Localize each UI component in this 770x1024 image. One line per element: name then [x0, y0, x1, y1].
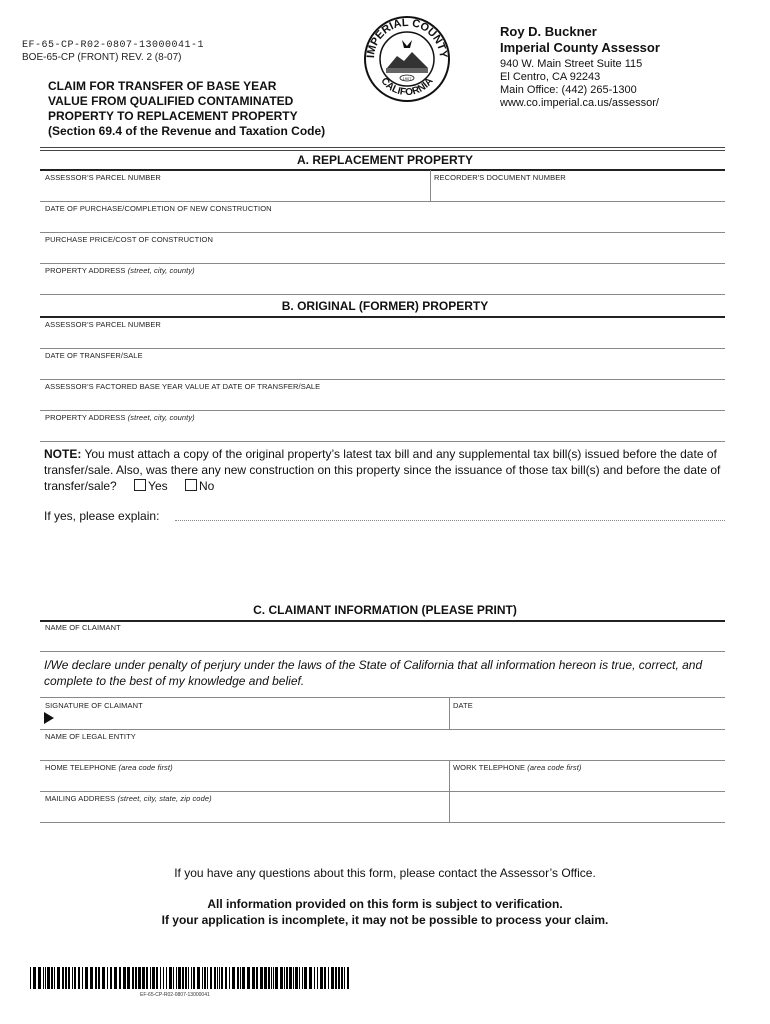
barcode-bar — [188, 967, 189, 989]
transfer-date-field[interactable] — [40, 359, 725, 378]
address-hint: (street, city, county) — [127, 266, 195, 275]
field-separator — [430, 170, 431, 201]
verification-notice — [0, 896, 770, 928]
form-title — [48, 79, 378, 139]
assessor-name: Roy D. Buckner — [500, 24, 597, 39]
section-a-title: A. REPLACEMENT PROPERTY — [296, 153, 473, 167]
field-rule — [40, 348, 725, 349]
barcode-bar — [72, 967, 73, 989]
signature-label: SIGNATURE OF CLAIMANT — [45, 701, 143, 710]
claimant-name-label: NAME OF CLAIMANT — [45, 623, 121, 632]
note-text: You must attach a copy of the original property’s latest tax bill and any supplemental tax bill(s) issued before the date of transfer/sale. Also, was there any new construction on this property since the issuance of those tax bill(s) and before the date of transfer/sale? — [44, 447, 721, 493]
transfer-date-label: DATE OF TRANSFER/SALE — [45, 351, 143, 360]
barcode-bar — [344, 967, 345, 989]
county-seal-logo — [362, 14, 452, 104]
barcode-bar — [221, 967, 223, 989]
field-rule — [40, 201, 725, 202]
no-label: No — [198, 479, 215, 493]
barcode-bar — [347, 967, 349, 989]
barcode-bar — [51, 967, 53, 989]
purchase-date-field[interactable] — [40, 212, 725, 231]
field-rule — [40, 441, 725, 442]
barcode-bar — [169, 967, 172, 989]
barcode-bar — [280, 967, 283, 989]
barcode-bar — [102, 967, 105, 989]
title-line-2: VALUE FROM QUALIFIED CONTAMINATED — [48, 94, 294, 108]
barcode-bar — [107, 967, 108, 989]
work-phone-field[interactable] — [451, 771, 725, 790]
barcode — [30, 967, 358, 989]
barcode-bar — [341, 967, 343, 989]
address-line-2: El Centro, CA 92243 — [500, 71, 601, 83]
barcode-bar — [273, 967, 274, 989]
barcode-bar — [317, 967, 318, 989]
barcode-bar — [314, 967, 315, 989]
work-phone-hint: (area code first) — [527, 763, 582, 772]
svg-text:IMPERIAL COUNTY — [365, 17, 449, 59]
explain-label: If yes, please explain: — [44, 509, 160, 523]
barcode-bar — [197, 967, 200, 989]
barcode-bar — [304, 967, 307, 989]
barcode-bar — [217, 967, 218, 989]
seal-year: 1907 — [402, 76, 412, 81]
barcode-bar — [142, 967, 145, 989]
field-rule — [40, 651, 725, 652]
note-label: NOTE: — [44, 447, 82, 461]
barcode-bar — [191, 967, 192, 989]
verification-text: All information provided on this form is subject to verification. — [207, 897, 563, 911]
no-checkbox[interactable] — [185, 479, 197, 491]
form-revision: BOE-65-CP (FRONT) REV. 2 (8-07) — [22, 52, 182, 63]
form-code: EF-65-CP-R02-0807-13000041-1 — [22, 40, 205, 51]
barcode-bar — [202, 967, 203, 989]
signature-field[interactable] — [58, 709, 448, 728]
barcode-bar — [110, 967, 112, 989]
replacement-address-label: PROPERTY ADDRESS (street, city, county) — [45, 266, 195, 275]
barcode-bar — [54, 967, 55, 989]
seal-bottom-text: CALIFORNIA — [378, 75, 436, 99]
field-rule — [40, 729, 725, 730]
website-link[interactable]: www.co.imperial.ca.us/assessor/ — [500, 97, 659, 109]
barcode-bar — [240, 967, 241, 989]
field-rule — [40, 294, 725, 295]
questions-text: If you have any questions about this form, please contact the Assessor’s Office. — [174, 866, 596, 880]
section-c-rule — [40, 620, 725, 622]
barcode-bar — [331, 967, 334, 989]
mailing-address-field[interactable] — [40, 802, 448, 821]
purchase-date-label: DATE OF PURCHASE/COMPLETION OF NEW CONSTRUCTION — [45, 204, 272, 213]
purchase-price-label: PURCHASE PRICE/COST OF CONSTRUCTION — [45, 235, 213, 244]
divider — [40, 150, 725, 151]
barcode-bar — [320, 967, 323, 989]
field-rule — [40, 232, 725, 233]
title-line-1: CLAIM FOR TRANSFER OF BASE YEAR — [48, 79, 277, 93]
barcode-bar — [284, 967, 285, 989]
barcode-bar — [173, 967, 174, 989]
barcode-bar — [138, 967, 141, 989]
field-rule — [40, 760, 725, 761]
barcode-bar — [237, 967, 239, 989]
barcode-bar — [275, 967, 278, 989]
barcode-bar — [286, 967, 288, 989]
barcode-bar — [219, 967, 220, 989]
barcode-bar — [30, 967, 31, 989]
field-rule — [40, 410, 725, 411]
field-rule — [40, 791, 725, 792]
barcode-bar — [85, 967, 88, 989]
barcode-bar — [302, 967, 303, 989]
barcode-bar — [45, 967, 46, 989]
note-paragraph — [44, 446, 728, 494]
barcode-bar — [214, 967, 216, 989]
barcode-bar — [160, 967, 161, 989]
barcode-bar — [132, 967, 134, 989]
barcode-bar — [242, 967, 245, 989]
assessor-block — [500, 24, 660, 110]
barcode-bar — [62, 967, 64, 989]
purchase-price-field[interactable] — [40, 243, 725, 262]
yes-checkbox[interactable] — [134, 479, 146, 491]
factored-value-field[interactable] — [40, 390, 725, 409]
barcode-bar — [82, 967, 83, 989]
barcode-bar — [114, 967, 117, 989]
mailing-address-hint: (street, city, state, zip code) — [117, 794, 212, 803]
date-field[interactable] — [451, 709, 725, 728]
barcode-bar — [289, 967, 292, 989]
barcode-bar — [271, 967, 272, 989]
barcode-bar — [150, 967, 151, 989]
barcode-text: EF-65-CP-R02-0807-13000041 — [140, 992, 210, 998]
barcode-bar — [225, 967, 227, 989]
barcode-bar — [247, 967, 250, 989]
field-rule — [40, 822, 725, 823]
mailing-address-label: MAILING ADDRESS (street, city, state, zip code) — [45, 794, 212, 803]
barcode-bar — [156, 967, 158, 989]
field-rule — [40, 697, 725, 698]
barcode-bar — [299, 967, 300, 989]
legal-entity-label: NAME OF LEGAL ENTITY — [45, 732, 136, 741]
signature-arrow-icon — [44, 712, 54, 724]
title-line-4: (Section 69.4 of the Revenue and Taxation Code) — [48, 124, 326, 138]
barcode-bar — [74, 967, 76, 989]
barcode-bar — [38, 967, 41, 989]
barcode-bar — [176, 967, 177, 989]
barcode-bar — [324, 967, 326, 989]
barcode-bar — [47, 967, 50, 989]
barcode-bar — [152, 967, 155, 989]
barcode-bar — [57, 967, 60, 989]
barcode-bar — [119, 967, 121, 989]
barcode-bar — [293, 967, 294, 989]
barcode-bar — [78, 967, 80, 989]
recorder-doc-label: RECORDER'S DOCUMENT NUMBER — [434, 173, 566, 182]
section-a-rule — [40, 169, 725, 171]
home-phone-label: HOME TELEPHONE (area code first) — [45, 763, 173, 772]
field-separator — [449, 697, 450, 729]
section-b-rule — [40, 316, 725, 318]
replacement-address-field[interactable] — [40, 274, 725, 293]
home-phone-field[interactable] — [40, 771, 448, 790]
barcode-bar — [193, 967, 195, 989]
title-line-3: PROPERTY TO REPLACEMENT PROPERTY — [48, 109, 298, 123]
barcode-bar — [338, 967, 340, 989]
assessor-title: Imperial County Assessor — [500, 40, 660, 55]
barcode-bar — [207, 967, 208, 989]
barcode-bar — [229, 967, 230, 989]
date-label: DATE — [453, 701, 473, 710]
barcode-bar — [163, 967, 164, 989]
field-rule — [40, 263, 725, 264]
divider — [40, 147, 725, 148]
barcode-bar — [166, 967, 167, 989]
barcode-bar — [185, 967, 187, 989]
barcode-bar — [252, 967, 255, 989]
barcode-bar — [256, 967, 258, 989]
original-address-label: PROPERTY ADDRESS (street, city, county) — [45, 413, 195, 422]
section-c-title: C. CLAIMANT INFORMATION (PLEASE PRINT) — [253, 603, 517, 617]
address-line-1: 940 W. Main Street Suite 115 — [500, 58, 643, 70]
barcode-bar — [95, 967, 97, 989]
legal-entity-field[interactable] — [40, 740, 725, 759]
home-phone-hint: (area code first) — [118, 763, 173, 772]
barcode-bar — [98, 967, 100, 989]
barcode-bar — [204, 967, 206, 989]
barcode-bar — [33, 967, 36, 989]
barcode-bar — [43, 967, 44, 989]
claimant-name-field[interactable] — [40, 631, 725, 650]
replacement-apn-field[interactable] — [40, 180, 430, 200]
barcode-bar — [146, 967, 148, 989]
recorder-doc-field[interactable] — [432, 180, 725, 200]
replacement-apn-label: ASSESSOR'S PARCEL NUMBER — [45, 173, 161, 182]
field-rule — [40, 379, 725, 380]
original-apn-field[interactable] — [40, 328, 725, 347]
barcode-bar — [210, 967, 212, 989]
barcode-bar — [309, 967, 312, 989]
explain-field[interactable] — [175, 520, 725, 521]
declaration-text: I/We declare under penalty of perjury under the laws of the State of California that all information hereon is true, correct, and complete to the best of my knowledge and belief. — [44, 658, 703, 688]
barcode-bar — [328, 967, 329, 989]
barcode-bar — [127, 967, 130, 989]
barcode-bar — [264, 967, 267, 989]
barcode-bar — [68, 967, 70, 989]
barcode-bar — [295, 967, 298, 989]
barcode-bar — [268, 967, 270, 989]
barcode-bar — [335, 967, 337, 989]
address-hint: (street, city, county) — [127, 413, 195, 422]
factored-value-label: ASSESSOR'S FACTORED BASE YEAR VALUE AT DATE OF TRANSFER/SALE — [45, 382, 321, 391]
original-address-field[interactable] — [40, 421, 725, 440]
barcode-bar — [182, 967, 184, 989]
barcode-bar — [90, 967, 93, 989]
barcode-bar — [260, 967, 263, 989]
section-b-title: B. ORIGINAL (FORMER) PROPERTY — [281, 299, 489, 313]
seal-top-text: IMPERIAL COUNTY — [364, 16, 450, 59]
barcode-bar — [65, 967, 67, 989]
original-apn-label: ASSESSOR'S PARCEL NUMBER — [45, 320, 161, 329]
barcode-bar — [178, 967, 181, 989]
barcode-bar — [232, 967, 235, 989]
work-phone-label: WORK TELEPHONE (area code first) — [453, 763, 582, 772]
incomplete-text: If your application is incomplete, it may not be possible to process your claim. — [161, 913, 609, 927]
phone: Main Office: (442) 265-1300 — [500, 84, 637, 96]
barcode-bar — [135, 967, 137, 989]
barcode-bar — [123, 967, 126, 989]
yes-label: Yes — [148, 479, 168, 493]
